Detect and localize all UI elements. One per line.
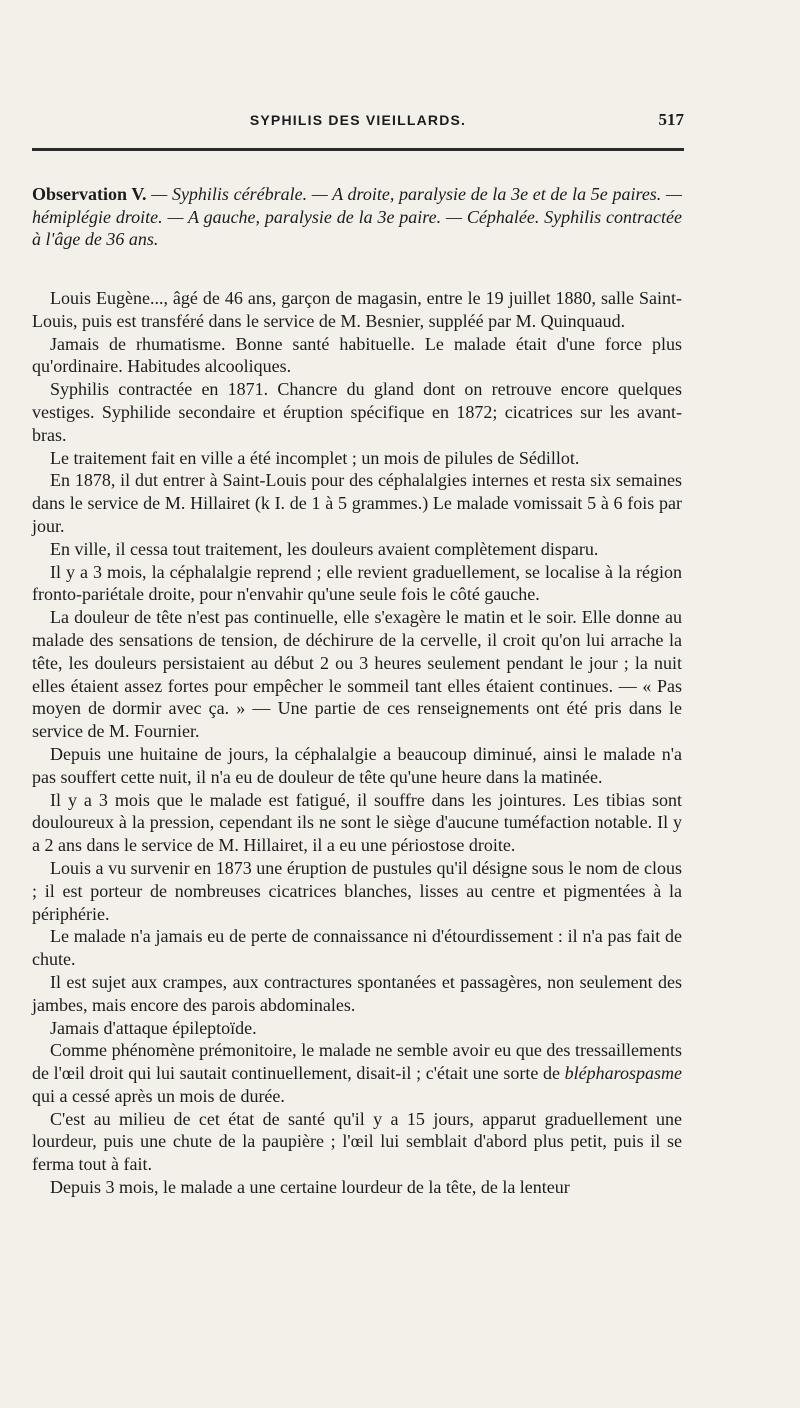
body-text — [32, 287, 682, 1199]
paragraph: En ville, il cessa tout traitement, les douleurs avaient complètement disparu. — [50, 538, 599, 559]
running-title: SYPHILIS DES VIEILLARDS. — [249, 112, 467, 128]
italic-term: blépharospasme — [564, 1063, 682, 1084]
paragraph: Il est sujet aux crampes, aux contractures spontanées et passagères, non seulement des jambes, mais encore des parois abdominales. — [32, 971, 682, 1015]
paragraph-text: qui a cessé après un mois de durée. — [32, 1085, 285, 1106]
paragraph: Depuis une huitaine de jours, la céphalalgie a beaucoup diminué, ainsi le malade n'a pas souffert cette nuit, il n'a eu de douleur de tête qu'une heure dans la matinée. — [32, 743, 682, 787]
paragraph: Il y a 3 mois que le malade est fatigué, il souffre dans les jointures. Les tibias sont douloureux à la pression, cependant ils ne sont le siège d'aucune tuméfaction notable. Il y a 2 ans dans le service de M. Hillairet, il a eu une périostose droite. — [32, 789, 682, 856]
paragraph: Le traitement fait en ville a été incomplet ; un mois de pilules de Sédillot. — [50, 447, 580, 468]
page-number: 517 — [658, 110, 684, 129]
paragraph: Le malade n'a jamais eu de perte de connaissance ni d'étourdissement : il n'a pas fait de chute. — [32, 926, 682, 970]
paragraph-text: Comme phénomène prémonitoire, le malade ne semble avoir eu que des tressaillements de l'œil droit qui lui sautait continuellement, disait-il ; c'était une sorte de — [32, 1040, 682, 1084]
paragraph: En 1878, il dut entrer à Saint-Louis pour des céphalalgies internes et resta six semaines dans le service de M. Hillairet (k I. de 1 à 5 grammes.) Le malade vomissait 5 à 6 fois par jour. — [32, 470, 682, 536]
header-rule — [32, 148, 684, 151]
paragraph: Depuis 3 mois, le malade a une certaine lourdeur de la tête, de la lenteur — [50, 1177, 570, 1198]
paragraph: Louis a vu survenir en 1873 une éruption de pustules qu'il désigne sous le nom de clous ; il est porteur de nombreuses cicatrices blanches, lisses au centre et pigmentées à la périphérie. — [32, 857, 682, 924]
paragraph: Jamais de rhumatisme. Bonne santé habituelle. Le malade était d'une force plus qu'ordinaire. Habitudes alcooliques. — [32, 333, 682, 377]
observation-heading — [32, 183, 682, 251]
paragraph: Louis Eugène..., âgé de 46 ans, garçon de magasin, entre le 19 juillet 1880, salle Saint-Louis, puis est transféré dans le service de M. Besnier, suppléé par M. Quinquaud. — [32, 288, 682, 331]
paragraph: Jamais d'attaque épileptoïde. — [50, 1017, 257, 1038]
paragraph: La douleur de tête n'est pas continuelle, elle s'exagère le matin et le soir. Elle donne au malade des sensations de tension, de déchirure de la cervelle, il croit qu'on lui arrache la tête, les douleurs persistaient au début 2 ou 3 heures seulement pendant le jour ; la nuit elles étaient assez fortes pour empêcher le sommeil tant elles étaient continues. — « Pas moyen de dormir avec ça. » — Une partie de ces renseignements ont été pris dans le service de M. Fournier. — [32, 607, 682, 742]
paragraph: C'est au milieu de cet état de santé qu'il y a 15 jours, apparut graduellement une lourdeur, puis une chute de la paupière ; l'œil lui semblait d'abord plus petit, puis il se ferma tout à fait. — [32, 1108, 682, 1175]
paragraph-italic-term — [32, 1039, 682, 1107]
observation-label: Observation V. — [32, 184, 147, 204]
paragraph: Syphilis contractée en 1871. Chancre du gland dont on retrouve encore quelques vestiges. Syphilide secondaire et éruption spécifique en 1872; cicatrices sur les avant-bras. — [32, 379, 682, 445]
paragraph: Il y a 3 mois, la céphalalgie reprend ; elle revient graduellement, se localise à la région fronto-pariétale droite, pour n'envahir qu'une seule fois le côté gauche. — [32, 561, 682, 605]
page-header — [32, 112, 684, 136]
observation-title: — Syphilis cérébrale. — A droite, paralysie de la 3e et de la 5e paires. — hémiplégie droite. — A gauche, paralysie de la 3e paire. — Céphalée. Syphilis contractée à l'âge de 36 ans. — [32, 184, 683, 249]
